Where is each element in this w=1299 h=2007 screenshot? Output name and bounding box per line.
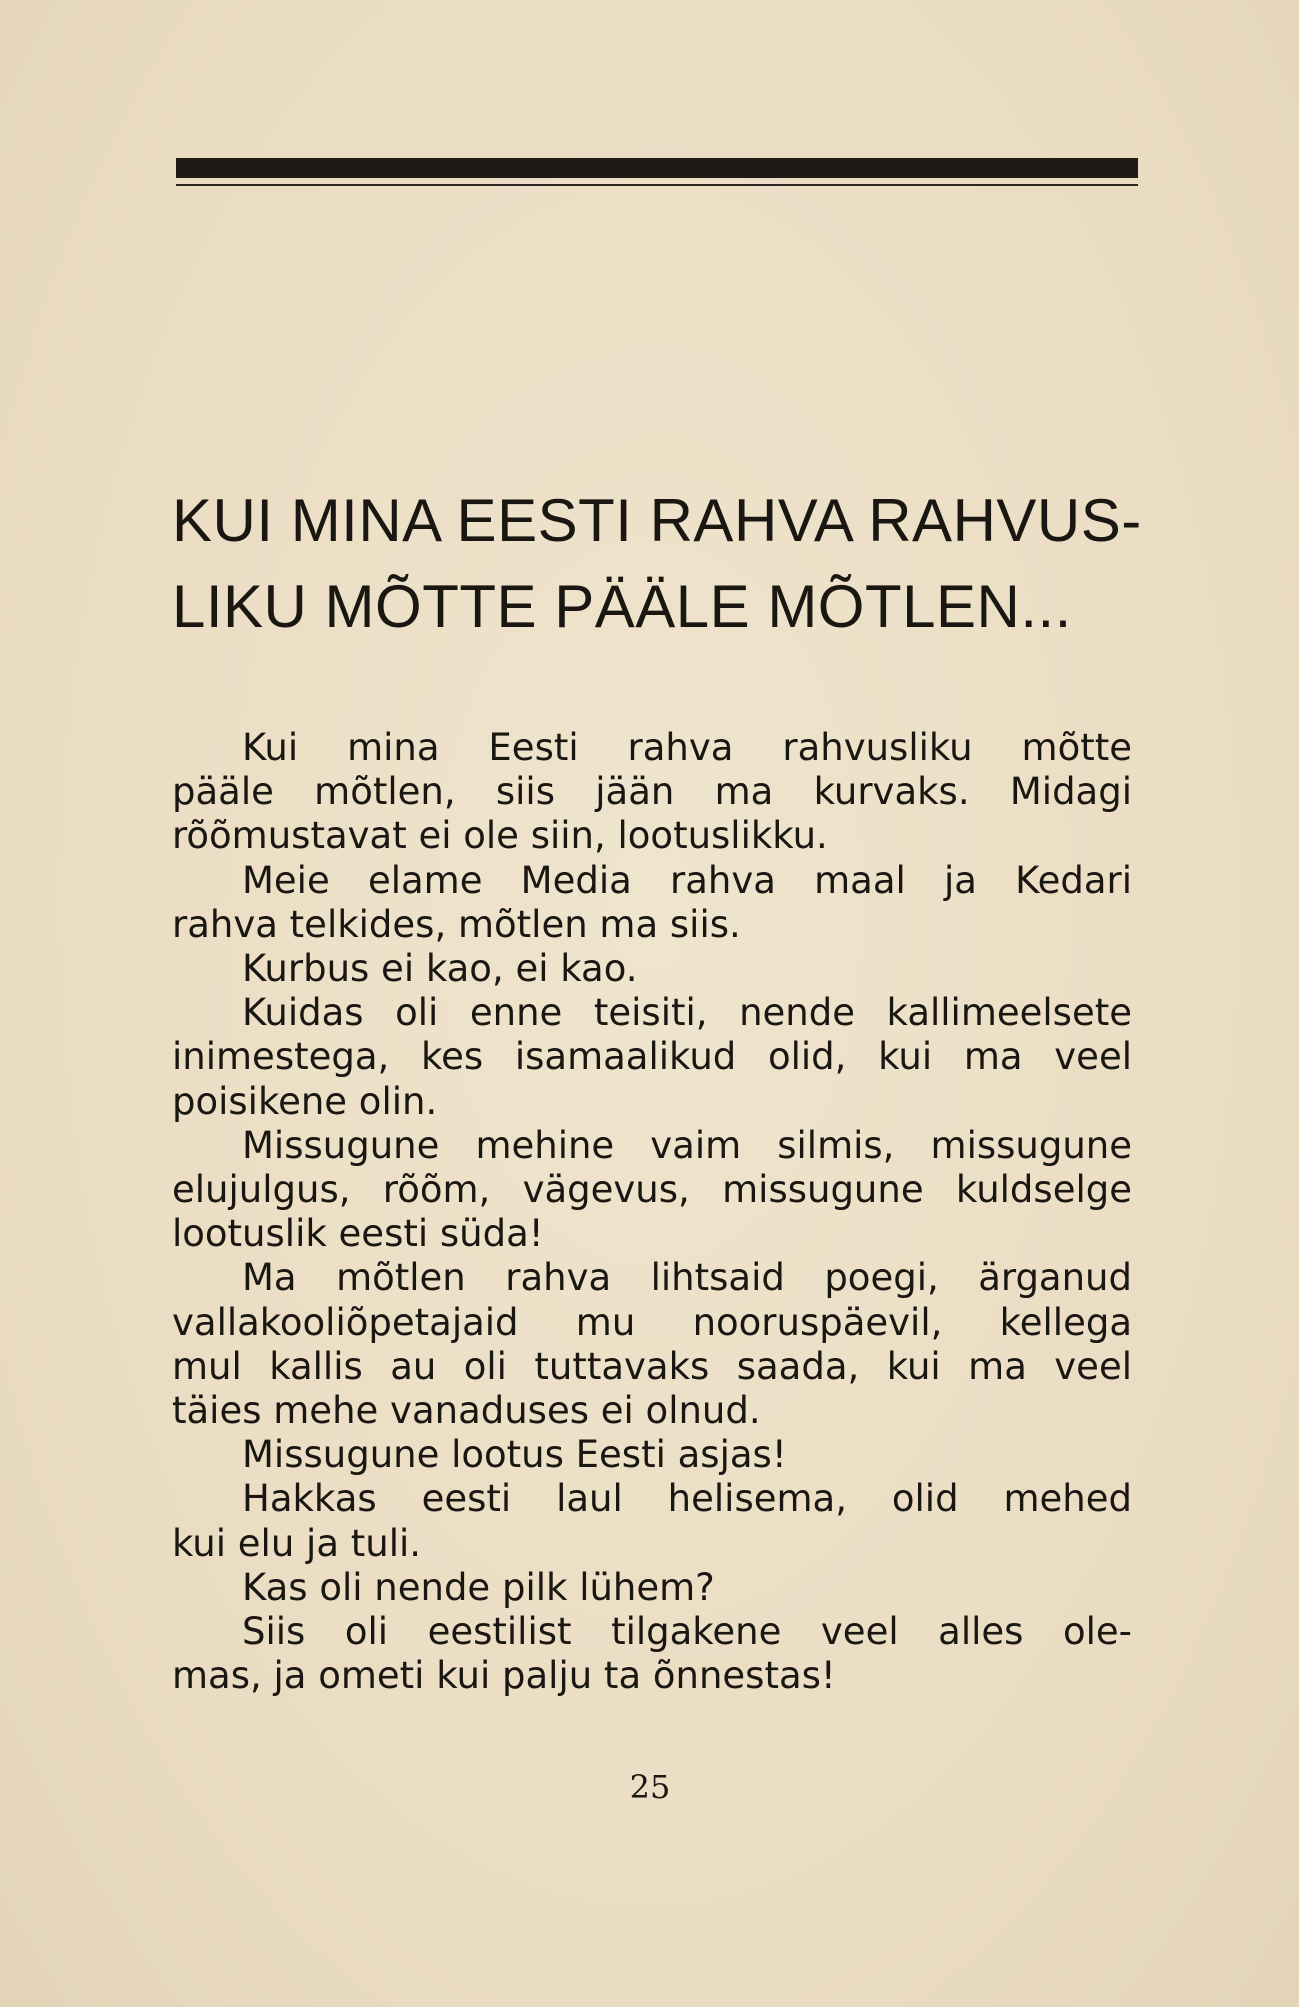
paragraph-line: kui elu ja tuli. (172, 1521, 422, 1565)
paragraph-line: rõõmustavat ei ole siin, lootuslikku. (172, 814, 828, 858)
paragraph (172, 947, 1132, 991)
paragraph (172, 1610, 1132, 1698)
chapter-title (172, 478, 1162, 650)
paragraph-line: elujulgus, rõõm, vägevus, missugune kuldselge (172, 1168, 1132, 1212)
paragraph (172, 726, 1132, 859)
paragraph-line: inimestega, kes isamaalikud olid, kui ma veel (172, 1035, 1132, 1079)
paragraph (172, 1256, 1132, 1433)
paragraph-line: lootuslik eesti süda! (172, 1212, 544, 1256)
paragraph-line: vallakooliõpetajaid mu nooruspäevil, kellega (172, 1300, 1132, 1344)
paragraph-line: Kurbus ei kao, ei kao. (242, 947, 638, 991)
paragraph-line: Siis oli eestilist tilgakene veel alles ole- (242, 1610, 1132, 1654)
paragraph (172, 859, 1132, 947)
paragraph (172, 1433, 1132, 1477)
paragraph-line: rahva telkides, mõtlen ma siis. (172, 902, 741, 946)
body-text (172, 726, 1132, 1698)
paragraph-line: pääle mõtlen, siis jään ma kurvaks. Midagi (172, 770, 1132, 814)
paragraph (172, 1566, 1132, 1610)
paragraph-line: mul kallis au oli tuttavaks saada, kui ma veel (172, 1344, 1132, 1388)
paragraph-line: poisikene olin. (172, 1079, 438, 1123)
chapter-title-line-2: LIKU MÕTTE PÄÄLE MÕTLEN... (172, 573, 1072, 640)
paragraph-line: Ma mõtlen rahva lihtsaid poegi, ärganud (242, 1256, 1132, 1300)
paragraph-line: Kas oli nende pilk lühem? (242, 1565, 715, 1609)
paragraph-line: mas, ja ometi kui palju ta õnnestas! (172, 1654, 836, 1698)
paragraph-line: täies mehe vanaduses ei olnud. (172, 1389, 761, 1433)
page-number: 25 (629, 1768, 671, 1806)
header-rule-thin (176, 184, 1138, 186)
paragraph-line: Missugune mehine vaim silmis, missugune (242, 1123, 1132, 1167)
paragraph (172, 991, 1132, 1124)
paragraph-line: Meie elame Media rahva maal ja Kedari (242, 858, 1132, 902)
paragraph-line: Missugune lootus Eesti asjas! (242, 1433, 787, 1477)
paragraph-line: Kuidas oli enne teisiti, nende kallimeelsete (242, 991, 1132, 1035)
chapter-title-line-1: KUI MINA EESTI RAHVA RAHVUS- (172, 487, 1142, 554)
paragraph-line: Hakkas eesti laul helisema, olid mehed (242, 1477, 1132, 1521)
header-rule-thick (176, 158, 1138, 178)
paragraph (172, 1124, 1132, 1257)
paragraph-line: Kui mina Eesti rahva rahvusliku mõtte (242, 726, 1132, 769)
paragraph (172, 1477, 1132, 1565)
